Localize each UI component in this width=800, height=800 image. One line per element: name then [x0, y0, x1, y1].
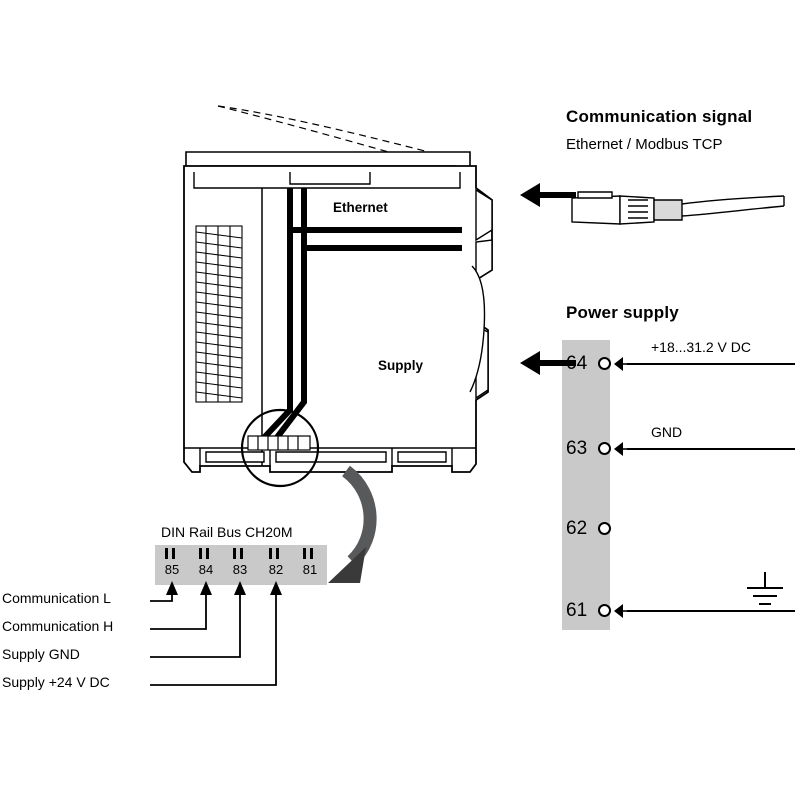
terminal-signal-63: GND [651, 424, 683, 440]
terminal-arrow-64 [613, 355, 633, 373]
bus-signal-supply-24vdc: Supply +24 V DC [2, 674, 110, 690]
terminal-arrow-63 [613, 440, 633, 458]
bus-pin-pair-84 [191, 548, 221, 559]
bus-pin-pair-85 [157, 548, 187, 559]
bus-signal-supply-gnd: Supply GND [2, 646, 80, 662]
terminal-number-62: 62 [566, 518, 588, 539]
terminal-contact-62[interactable] [598, 522, 611, 535]
device-label-supply: Supply [378, 358, 424, 373]
terminal-wire-64 [627, 363, 795, 365]
bus-signal-communication-h: Communication H [2, 618, 114, 634]
bus-terminal-82[interactable]: 82 [268, 562, 284, 577]
terminal-wire-63 [627, 448, 795, 450]
din-rail-bus-title: DIN Rail Bus CH20M [161, 524, 293, 540]
communication-heading: Communication signal [566, 107, 753, 126]
power-supply-heading: Power supply [566, 303, 679, 322]
bus-terminal-85[interactable]: 85 [164, 562, 180, 577]
terminal-contact-63[interactable] [598, 442, 611, 455]
terminal-contact-61[interactable] [598, 604, 611, 617]
power-terminal-strip [562, 340, 610, 630]
bus-terminal-83[interactable]: 83 [232, 562, 248, 577]
rj45-connector-icon [562, 178, 792, 238]
terminal-arrow-61 [613, 602, 633, 620]
earth-ground-icon [738, 570, 792, 612]
terminal-number-63: 63 [566, 438, 588, 459]
bus-pin-pair-83 [225, 548, 255, 559]
communication-arrow [518, 180, 578, 210]
power-supply-arrow [518, 348, 578, 378]
bus-pin-pair-82 [261, 548, 291, 559]
bus-terminal-81[interactable]: 81 [302, 562, 318, 577]
terminal-number-61: 61 [566, 600, 588, 621]
bus-pin-pair-81 [295, 548, 325, 559]
terminal-signal-64: +18...31.2 V DC [651, 339, 752, 355]
communication-subheading: Ethernet / Modbus TCP [566, 136, 723, 153]
bus-terminal-84[interactable]: 84 [198, 562, 214, 577]
terminal-number-64: 64 [566, 353, 588, 374]
device-label-ethernet: Ethernet [333, 200, 388, 215]
device-module-illustration [140, 80, 560, 500]
terminal-contact-64[interactable] [598, 357, 611, 370]
bus-signal-communication-l: Communication L [2, 590, 111, 606]
